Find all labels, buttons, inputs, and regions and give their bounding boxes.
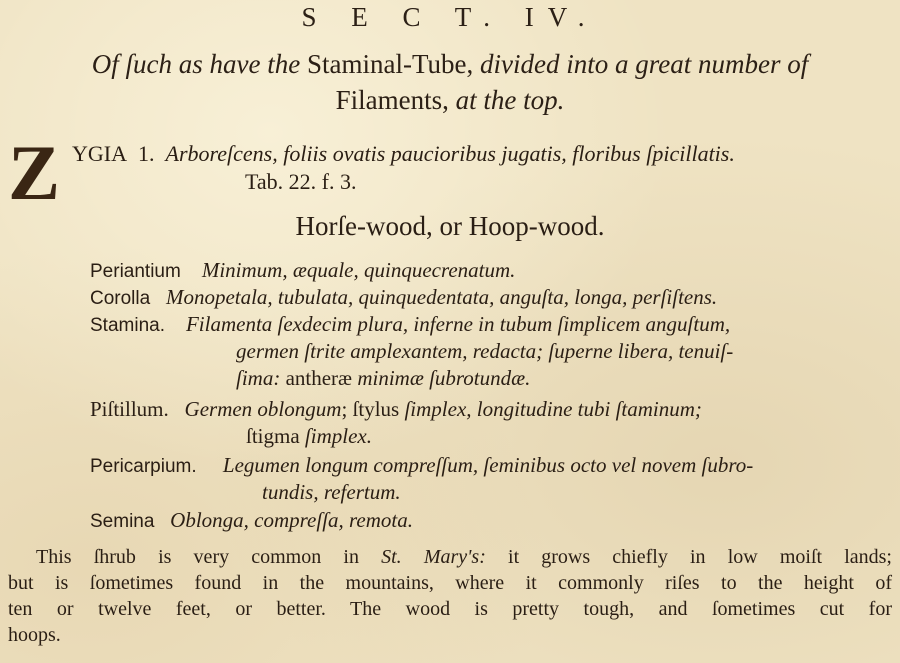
genus-diagnosis: Arboreſcens, foliis ovatis paucioribus jugatis, floribus ſpicillatis.: [165, 141, 735, 166]
paragraph-text: St. Mary's:: [381, 546, 486, 568]
character-label: Piſtillum.: [90, 397, 169, 421]
paragraph-line: but is ſometimes found in the mountains, where it commonly riſes to the height of: [8, 572, 892, 594]
common-name: Horſe-wood, or Hoop-wood.: [295, 211, 605, 241]
section-heading: S E C T. IV.: [301, 2, 599, 32]
character-text: antheræ: [280, 366, 358, 390]
subtitle-part: at the top.: [455, 85, 565, 115]
character-stamina-cont: [236, 365, 530, 392]
character-text: Germen oblongum: [184, 397, 342, 421]
character-label: Semina: [90, 511, 155, 532]
character-perianthium: [90, 257, 515, 285]
paragraph-text: it grows chiefly in low moiſt lands;: [485, 546, 892, 568]
character-text: Monopetala, tubulata, quinquedentata, anguſta, longa, perſiſtens.: [165, 285, 718, 309]
subtitle-part: divided into a great number of: [480, 49, 809, 79]
character-text: ; ſtylus: [341, 397, 405, 421]
character-pericarpium: [90, 452, 753, 480]
character-stamina: [90, 311, 730, 339]
subtitle-part: Staminal-Tube,: [306, 49, 480, 79]
plate-reference: Tab. 22. f. 3.: [245, 169, 357, 194]
genus-entry: [72, 140, 898, 168]
description-paragraph: [8, 544, 892, 648]
drop-cap: Z: [8, 129, 61, 216]
character-text: ſimplex.: [304, 424, 372, 448]
character-label: Pericarpium.: [90, 456, 197, 477]
character-text: Legumen longum compreſſum, ſeminibus octo vel novem ſubro-: [222, 453, 754, 477]
character-text: germen ſtrite amplexantem, redacta; ſuperne libera, tenuiſ-: [236, 339, 734, 363]
paragraph-line: ten or twelve feet, or better. The wood is pretty tough, and ſometimes cut for: [8, 598, 892, 620]
paragraph-text: This ſhrub is very common in: [36, 546, 382, 568]
subtitle-part: Of ſuch as have the: [91, 49, 307, 79]
character-label: Corolla: [90, 288, 151, 309]
genus-name: YGIA: [72, 141, 127, 166]
genus-number: 1.: [138, 141, 155, 166]
subtitle-part: Filaments,: [335, 85, 456, 115]
paragraph-line: [8, 544, 892, 570]
character-text: ſimplex, longitudine tubi ſtaminum;: [404, 397, 702, 421]
character-text: ſima:: [236, 366, 281, 390]
character-text: ſtigma: [246, 424, 305, 448]
character-corolla: [90, 284, 717, 312]
character-stamina-cont: [236, 338, 733, 365]
character-pericarpium-cont: [262, 479, 401, 506]
section-subtitle: [0, 46, 900, 118]
character-pistillum-cont: [246, 423, 372, 450]
character-text: tundis, refertum.: [262, 480, 401, 504]
character-text: minimæ ſubrotundæ.: [357, 366, 531, 390]
character-text: Filamenta ſexdecim plura, inferne in tubum ſimplicem anguſtum,: [185, 312, 731, 336]
character-label: Periantium: [90, 261, 181, 282]
character-pistillum: [90, 396, 702, 423]
character-semina: [90, 507, 413, 535]
character-label: Stamina.: [90, 315, 165, 336]
paragraph-line: hoops.: [8, 624, 61, 646]
character-text: Oblonga, compreſſa, remota.: [170, 508, 414, 532]
character-text: Minimum, æquale, quinquecrenatum.: [201, 258, 516, 282]
